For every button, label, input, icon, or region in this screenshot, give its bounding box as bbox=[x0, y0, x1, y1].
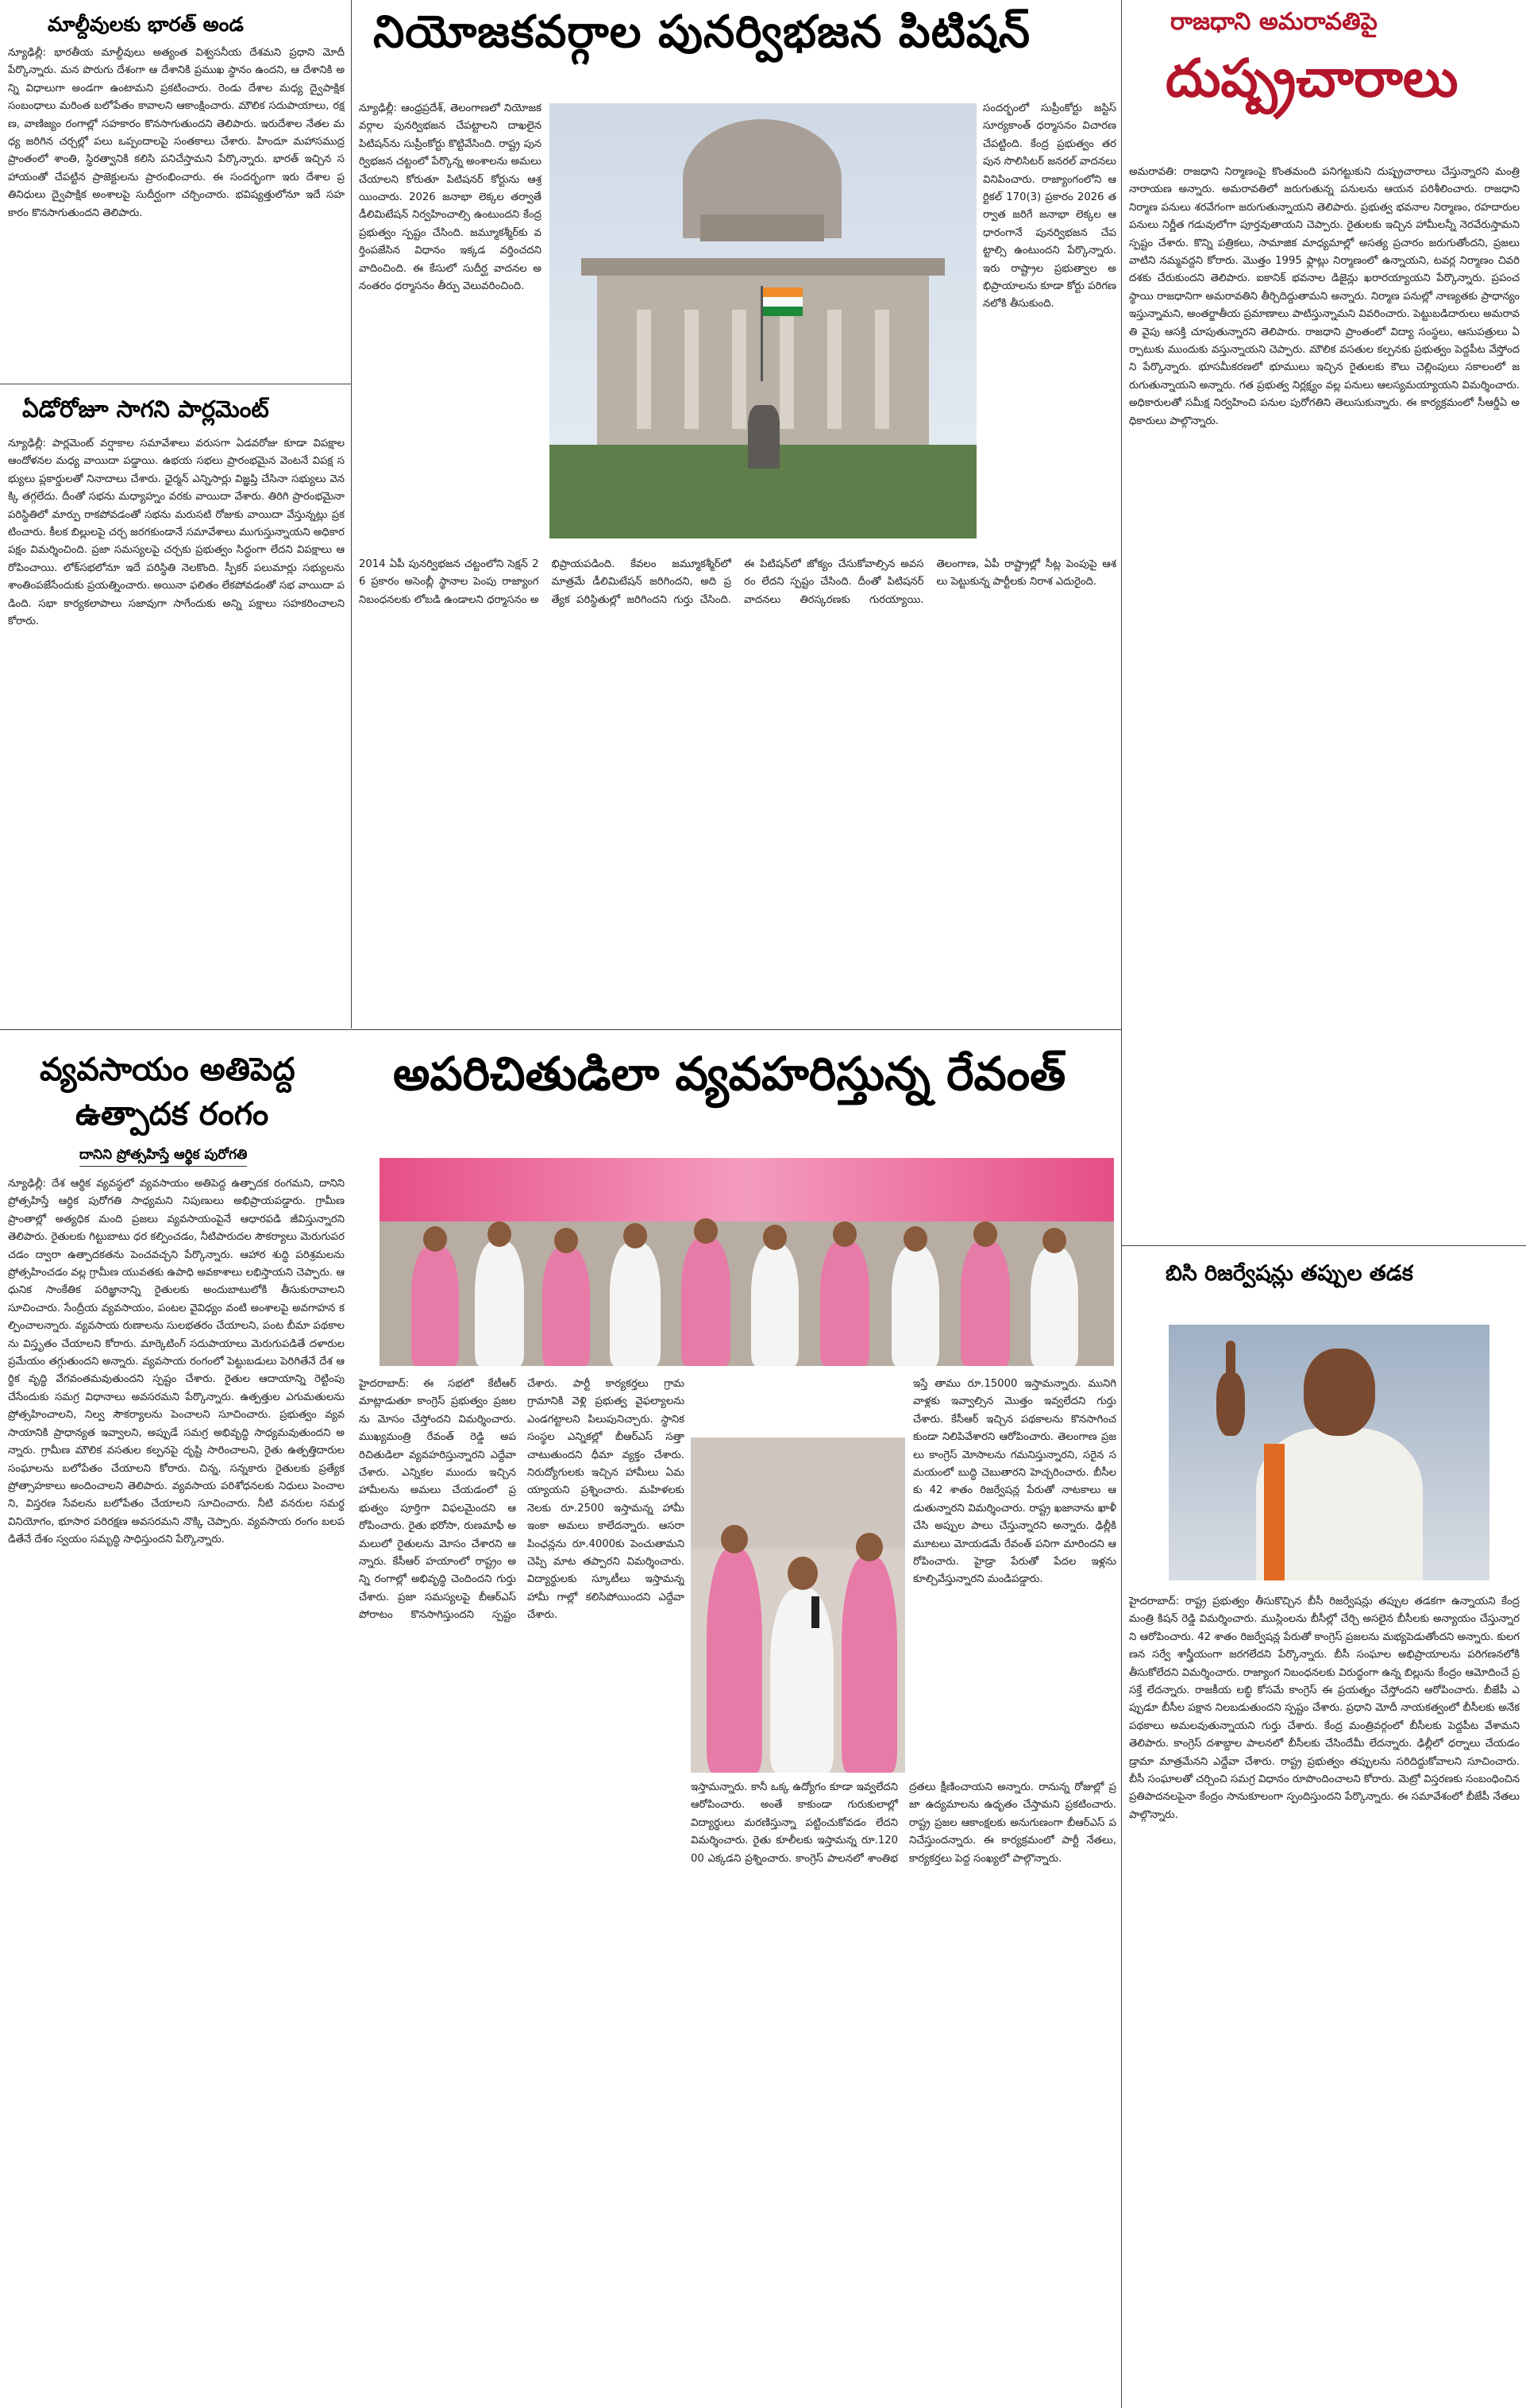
revanth-col1: హైదరాబాద్: ఈ సభలో కేటీఆర్ మాట్లాడుతూ కాంగ్రెస్ ప్రభుత్వం ప్రజలను మోసం చేస్తోందని విమర్శించారు. ముఖ్యమంత్రి రేవంత్ రెడ్డి అపరిచితుడిలా వ్యవహరిస్తున్నారని ఎద్దేవా చేశారు. ఎన్నికల ముందు ఇచ్చిన హామీలను అమలు చేయడంలో ప్రభుత్వం పూర్తిగా విఫలమైందని ఆరోపించారు. రైతు భరోసా, రుణమాఫీ అమలులో రైతులను మోసం చేశారని అన్నారు. కేసీఆర్ హయాంలో రాష్ట్రం అన్ని రంగాల్లో అభివృద్ధి చెందిందని గుర్తు చేశారు. ప్రజా సమస్యలపై బీఆర్ఎస్ పోరాటం కొనసాగిస్తుందని స్పష్టం చేశారు. పార్టీ కార్యకర్తలు గ్రామ గ్రామానికి వెళ్లి ప్రభుత్వ వైఫల్యాలను ఎండగట్టాలని పిలుపునిచ్చారు. స్థానిక సంస్థల ఎన్నికల్లో బీఆర్ఎస్ సత్తా చాటుతుందని ధీమా వ్యక్తం చేశారు. నిరుద్యోగులకు ఇచ్చిన హామీలు ఏమయ్యాయని ప్రశ్నించారు. మహిళలకు నెలకు రూ.2500 ఇస్తామన్న హామీ ఇంకా అమలు కాలేదన్నారు. ఆసరా పింఛన్లను రూ.4000కు పెంచుతామని చెప్పి మాట తప్పారని విమర్శించారు. విద్యార్థులకు స్కూటీలు ఇస్తామన్న హామీ గాల్లో కలిసిపోయిందని ఎద్దేవా చేశారు. bbox=[359, 1378, 684, 1622]
parliament-heading: ఏడోరోజూ సాగని పార్లమెంట్ bbox=[22, 396, 269, 423]
delimitation-col1: న్యూఢిల్లీ: ఆంధ్రప్రదేశ్, తెలంగాణలో నియోజకవర్గాల పునర్విభజన చేపట్టాలని దాఖలైన పిటిషన్‌ను సుప్రీంకోర్టు కొట్టివేసింది. రాష్ట్ర పునర్విభజన చట్టంలో పేర్కొన్న అంశాలను అమలు చేయాలని కోరుతూ పిటిషనర్ కోర్టును ఆశ్రయించారు. 2026 జనాభా లెక్కల తర్వాతే డీలిమిటేషన్ నిర్వహించాల్సి ఉంటుందని కేంద్ర ప్రభుత్వం స్పష్టం చేసింది. జమ్మూకశ్మీర్‌కు వర్తింపజేసిన విధానం ఇక్కడ వర్తించదని వాదించింది. ఈ కేసులో సుదీర్ఘ వాదనల అనంతరం ధర్మాసనం తీర్పు వెలువరించింది. bbox=[359, 102, 541, 293]
speech-photo bbox=[691, 1437, 905, 1773]
delimitation-col2: సందర్భంలో సుప్రీంకోర్టు జస్టిస్ సూర్యకాంత్ ధర్మాసనం విచారణ చేపట్టింది. కేంద్ర ప్రభుత్వం తరపున సొలిసిటర్ జనరల్ వాదనలు వినిపించారు. రాజ్యాంగంలోని ఆర్టికల్ 170(3) ప్రకారం 2026 తర్వాత జరిగే జనాభా లెక్కల ఆధారంగానే పునర్విభజన చేపట్టాల్సి ఉంటుందని పేర్కొన్నారు. ఇరు రాష్ట్రాల ప్రభుత్వాల అభిప్రాయాలను కూడా కోర్టు పరిగణనలోకి తీసుకుంది. bbox=[983, 102, 1116, 311]
bc-heading: బిసి రిజర్వేషన్లు తప్పుల తడక bbox=[1166, 1261, 1413, 1286]
revanth-headline: అపరిచితుడిలా వ్యవహరిస్తున్న రేవంత్ bbox=[393, 1047, 1066, 1101]
minister-photo bbox=[1169, 1325, 1489, 1580]
agriculture-heading-line1: వ్యవసాయం అతిపెద్ద bbox=[40, 1052, 295, 1088]
rally-photo bbox=[380, 1158, 1114, 1366]
column-divider bbox=[351, 0, 352, 1028]
section-divider bbox=[0, 1029, 351, 1030]
agriculture-subheading: దానిని ప్రోత్సహిస్తే ఆర్థిక పురోగతి bbox=[79, 1147, 247, 1167]
delimitation-headline: నియోజకవర్గాల పునర్విభజన పిటిషన్ bbox=[373, 6, 1031, 58]
section-divider bbox=[1121, 1245, 1526, 1246]
parliament-body: న్యూఢిల్లీ: పార్లమెంట్ వర్షాకాల సమావేశాలు వరుసగా ఏడవరోజు కూడా విపక్షాల ఆందోళనల మధ్య వాయిదా పడ్డాయి. ఉభయ సభలు ప్రారంభమైన వెంటనే విపక్ష సభ్యులు ప్లకార్డులతో నినాదాలు చేశారు. ఛైర్మన్ ఎన్నిసార్లు విజ్ఞప్తి చేసినా సభ్యులు వెనక్కి తగ్గలేదు. దీంతో సభను మధ్యాహ్నం వరకు వాయిదా వేశారు. తిరిగి ప్రారంభమైనా పరిస్థితిలో మార్పు రాకపోవడంతో సభను మరుసటి రోజుకు వాయిదా వేస్తున్నట్లు ప్రకటించారు. కీలక బిల్లులపై చర్చ జరగకుండానే సమావేశాలు ముగుస్తున్నాయని అధికార పక్షం విమర్శించింది. ప్రజా సమస్యలపై చర్చకు ప్రభుత్వం సిద్ధంగా లేదని విపక్షాలు ఆరోపించాయి. లోక్‌సభలోనూ ఇదే పరిస్థితి నెలకొంది. స్పీకర్ పలుమార్లు సభ్యులను శాంతింపజేసేందుకు ప్రయత్నించారు. అయినా ఫలితం లేకపోవడంతో సభ వాయిదా పడింది. సభా కార్యకలాపాలు సజావుగా సాగేందుకు అన్ని పక్షాలు సహకరించాలని కోరారు. bbox=[8, 438, 345, 628]
revanth-col3: ఇస్తామన్నారు. కానీ ఒక్క ఉద్యోగం కూడా ఇవ్వలేదని ఆరోపించారు. అంతే కాకుండా గురుకులాల్లో విద్యార్థులు మరణిస్తున్నా పట్టించుకోవడం లేదని విమర్శించారు. రైతు కూలీలకు ఇస్తామన్న రూ.12000 ఎక్కడని ప్రశ్నించారు. కాంగ్రెస్ పాలనలో శాంతిభద్రతలు క్షీణించాయని అన్నారు. రానున్న రోజుల్లో ప్రజా ఉద్యమాలను ఉధృతం చేస్తామని ప్రకటించారు. రాష్ట్ర ప్రజల ఆకాంక్షలకు అనుగుణంగా బీఆర్ఎస్ పనిచేస్తుందన్నారు. ఈ కార్యక్రమంలో పార్టీ నేతలు, కార్యకర్తలు పెద్ద సంఖ్యలో పాల్గొన్నారు. bbox=[691, 1781, 1116, 1865]
amaravati-kicker: రాజధాని అమరావతిపై bbox=[1170, 8, 1378, 36]
column-divider bbox=[1121, 0, 1122, 2408]
maldives-body: న్యూఢిల్లీ: భారతీయ మాల్దీవులు అత్యంత విశ్వసనీయ దేశమని ప్రధాని మోదీ పేర్కొన్నారు. మన పొరుగు దేశంగా ఆ దేశానికి ప్రముఖ స్థానం ఉందని, ఆ దేశానికి అన్ని విధాలుగా అండగా ఉంటామని ప్రకటించారు. రెండు దేశాల మధ్య ద్వైపాక్షిక సంబంధాలు మరింత బలోపేతం కావాలని ఆకాంక్షించారు. మౌలిక సదుపాయాలు, రక్షణ, వాణిజ్యం రంగాల్లో సహకారం కొనసాగుతుందని తెలిపారు. ఇరుదేశాల నేతల మధ్య జరిగిన చర్చల్లో పలు ఒప్పందాలపై సంతకాలు చేశారు. హిందూ మహాసముద్ర ప్రాంతంలో శాంతి, స్థిరత్వానికి కలిసి పనిచేస్తామని పేర్కొన్నారు. భారత్ ఇచ్చిన సహాయంతో చేపట్టిన ప్రాజెక్టులను ప్రారంభించారు. ఈ సందర్భంగా ఇరు దేశాల ప్రతినిధులు ద్వైపాక్షిక అంశాలపై సుదీర్ఘంగా చర్చించారు. భవిష్యత్తులోనూ ఇదే సహకారం కొనసాగుతుందని తెలిపారు. bbox=[8, 47, 345, 219]
revanth-col2: ఇస్తే తాము రూ.15000 ఇస్తామన్నారు. మునిగి వాళ్లకు ఇవ్వాల్సిన మొత్తం ఇవ్వలేదని గుర్తు చేశారు. కేసీఆర్ ఇచ్చిన పథకాలను కొనసాగించకుండా నిలిపివేశారని ఆరోపించారు. తెలంగాణ ప్రజలు కాంగ్రెస్ మోసాలను గమనిస్తున్నారని, సరైన సమయంలో బుద్ధి చెబుతారని హెచ్చరించారు. బీసీలకు 42 శాతం రిజర్వేషన్ల పేరుతో నాటకాలు ఆడుతున్నారని విమర్శించారు. రాష్ట్ర ఖజానాను ఖాళీ చేసి అప్పుల పాలు చేస్తున్నారని అన్నారు. ఢిల్లీకి మూటలు మోయడమే రేవంత్ పనిగా మారిందని ఆరోపించారు. హైడ్రా పేరుతో పేదల ఇళ్లను కూల్చివేస్తున్నారని మండిపడ్డారు. bbox=[913, 1378, 1116, 1586]
amaravati-headline: దుష్ప్రచారాలు bbox=[1166, 48, 1459, 109]
section-divider bbox=[351, 1029, 1121, 1030]
amaravati-body: అమరావతి: రాజధాని నిర్మాణంపై కొంతమంది పనిగట్టుకుని దుష్ప్రచారాలు చేస్తున్నారని మంత్రి నారాయణ అన్నారు. అమరావతిలో జరుగుతున్న పనులను ఆయన పరిశీలించారు. రాజధాని నిర్మాణ పనులు శరవేగంగా జరుగుతున్నాయని తెలిపారు. ప్రభుత్వ భవనాల నిర్మాణం, రహదారుల పనులు నిర్ణీత గడువులోగా పూర్తవుతాయని చెప్పారు. రైతులకు ఇచ్చిన హామీలన్నీ నెరవేరుస్తామని స్పష్టం చేశారు. కొన్ని పత్రికలు, సామాజిక మాధ్యమాల్లో అసత్య ప్రచారం జరుగుతోందని, ప్రజలు వాటిని నమ్మవద్దని కోరారు. మొత్తం 1995 ఫ్లాట్లు నిర్మాణంలో ఉన్నాయని, టవర్ల నిర్మాణం చివరి దశకు చేరుకుందని తెలిపారు. ఐకానిక్ భవనాల డిజైన్లు ఖరారయ్యాయని పేర్కొన్నారు. ప్రపంచ స్థాయి రాజధానిగా అమరావతిని తీర్చిదిద్దుతామని అన్నారు. నిర్మాణ పనుల్లో నాణ్యతకు ప్రాధాన్యం ఇస్తున్నామని, అంతర్జాతీయ ప్రమాణాలు పాటిస్తున్నామని వివరించారు. పెట్టుబడిదారులు అమరావతి వైపు ఆసక్తి చూపుతున్నారని తెలిపారు. రాజధాని ప్రాంతంలో విద్యా సంస్థలు, ఆసుపత్రులు ఏర్పాటుకు ముందుకు వస్తున్నాయని చెప్పారు. మౌలిక వసతుల కల్పనకు ప్రభుత్వం పెద్దపీట వేస్తోందని పేర్కొన్నారు. భూసమీకరణలో భూములు ఇచ్చిన రైతులకు కౌలు చెల్లింపులు సకాలంలో జరుగుతున్నాయని అన్నారు. గత ప్రభుత్వ నిర్లక్ష్యం వల్ల పనులు ఆలస్యమయ్యాయని విమర్శించారు. అధికారులతో సమీక్ష నిర్వహించి పనుల పురోగతిని తెలుసుకున్నారు. ఈ కార్యక్రమంలో సీఆర్డీఏ అధికారులు పాల్గొన్నారు. bbox=[1129, 166, 1520, 427]
bc-body: హైదరాబాద్: రాష్ట్ర ప్రభుత్వం తీసుకొచ్చిన బీసీ రిజర్వేషన్లు తప్పుల తడకగా ఉన్నాయని కేంద్ర మంత్రి కిషన్ రెడ్డి విమర్శించారు. ముస్లింలను బీసీల్లో చేర్చి అసలైన బీసీలకు అన్యాయం చేస్తున్నారని ఆరోపించారు. 42 శాతం రిజర్వేషన్ల పేరుతో కాంగ్రెస్ ప్రజలను మభ్యపెడుతోందని అన్నారు. కులగణన సర్వే శాస్త్రీయంగా జరగలేదని పేర్కొన్నారు. బీసీ సంఘాల అభిప్రాయాలను పరిగణనలోకి తీసుకోలేదని విమర్శించారు. రాజ్యాంగ నిబంధనలకు విరుద్ధంగా ఉన్న బిల్లును కేంద్రం ఆమోదించే ప్రసక్తే లేదన్నారు. రాజకీయ లబ్ధి కోసమే కాంగ్రెస్ ఈ ప్రయత్నం చేస్తోందని ఆరోపించారు. బీజేపీ ఎప్పుడూ బీసీల పక్షాన నిలబడుతుందని స్పష్టం చేశారు. ప్రధాని మోదీ నాయకత్వంలో బీసీలకు అనేక పథకాలు అమలవుతున్నాయని గుర్తు చేశారు. కేంద్ర మంత్రివర్గంలో బీసీలకు పెద్దపీట వేశామని తెలిపారు. కాంగ్రెస్ దశాబ్దాల పాలనలో బీసీలకు చేసిందేమీ లేదన్నారు. ఢిల్లీలో ధర్నాలు చేయడం డ్రామా మాత్రమేనని ఎద్దేవా చేశారు. రాష్ట్ర ప్రభుత్వం తప్పులను సరిదిద్దుకోవాలని సూచించారు. బీసీ సంఘాలతో చర్చించి సమగ్ర విధానం రూపొందించాలని కోరారు. మెట్రో విస్తరణకు సంబంధించిన ప్రతిపాదనలపైనా కేంద్రం సానుకూలంగా స్పందిస్తుందని పేర్కొన్నారు. ఈ సమావేశంలో బీజేపీ నేతలు పాల్గొన్నారు. bbox=[1129, 1596, 1520, 1821]
agriculture-heading-line2: ఉత్పాదక రంగం bbox=[75, 1096, 269, 1133]
supreme-court-photo bbox=[549, 103, 977, 538]
maldives-heading: మాల్దీవులకు భారత్ అండ bbox=[48, 13, 244, 36]
delimitation-col3: 2014 ఏపీ పునర్విభజన చట్టంలోని సెక్షన్ 26 ప్రకారం అసెంబ్లీ స్థానాల పెంపు రాజ్యాంగ నిబంధనలకు లోబడి ఉండాలని ధర్మాసనం అభిప్రాయపడింది. కేవలం జమ్మూకశ్మీర్‌లో మాత్రమే డీలిమిటేషన్ జరిగిందని, అది ప్రత్యేక పరిస్థితుల్లో జరిగిందని గుర్తు చేసింది. ఈ పిటిషన్‌లో జోక్యం చేసుకోవాల్సిన అవసరం లేదని స్పష్టం చేసింది. దీంతో పిటిషనర్ వాదనలు తిరస్కరణకు గురయ్యాయి. తెలంగాణ, ఏపీ రాష్ట్రాల్లో సీట్ల పెంపుపై ఆశలు పెట్టుకున్న పార్టీలకు నిరాశ ఎదురైంది. bbox=[359, 558, 1116, 606]
agriculture-body: న్యూఢిల్లీ: దేశ ఆర్థిక వ్యవస్థలో వ్యవసాయం అతిపెద్ద ఉత్పాదక రంగమని, దానిని ప్రోత్సహిస్తే ఆర్థిక పురోగతి సాధ్యమని నిపుణులు అభిప్రాయపడ్డారు. గ్రామీణ ప్రాంతాల్లో అత్యధిక మంది ప్రజలు వ్యవసాయంపైనే ఆధారపడి జీవిస్తున్నారని తెలిపారు. రైతులకు గిట్టుబాటు ధర కల్పించడం, నీటిపారుదల సౌకర్యాలు మెరుగుపరచడం ద్వారా ఉత్పాదకతను పెంచవచ్చని పేర్కొన్నారు. ఆహార శుద్ధి పరిశ్రమలను ప్రోత్సహించడం వల్ల గ్రామీణ యువతకు ఉపాధి అవకాశాలు లభిస్తాయని చెప్పారు. ఆధునిక సాంకేతిక పరిజ్ఞానాన్ని రైతులకు అందుబాటులోకి తీసుకురావాలని సూచించారు. సేంద్రీయ వ్యవసాయం, పంటల వైవిధ్యం వంటి అంశాలపై అవగాహన కల్పించాలన్నారు. వ్యవసాయ రుణాలను సులభతరం చేయాలని, పంట బీమా పథకాలను విస్తృతం చేయాలని కోరారు. మార్కెటింగ్ సదుపాయాలు మెరుగుపడితే దళారుల ప్రమేయం తగ్గుతుందని అన్నారు. వ్యవసాయ రంగంలో పెట్టుబడులు పెరిగితేనే దేశ ఆర్థిక వృద్ధి వేగవంతమవుతుందని స్పష్టం చేశారు. రైతుల ఆదాయాన్ని రెట్టింపు చేసేందుకు సమగ్ర విధానాలు అవసరమని పేర్కొన్నారు. ఉత్పత్తుల ఎగుమతులను ప్రోత్సహించాలని, నిల్వ సౌకర్యాలను పెంచాలని సూచించారు. ప్రభుత్వం వ్యవసాయానికి ప్రాధాన్యత ఇవ్వాలని, అప్పుడే సమగ్ర అభివృద్ధి సాధ్యమవుతుందని అన్నారు. గ్రామీణ మౌలిక వసతుల కల్పనపై దృష్టి సారించాలని, రైతు ఉత్పత్తిదారుల సంఘాలను బలోపేతం చేయాలని కోరారు. చిన్న, సన్నకారు రైతులకు ప్రత్యేక ప్రోత్సాహకాలు అందించాలని తెలిపారు. వ్యవసాయ పరిశోధనలకు నిధులు పెంచాలని, విస్తరణ సేవలను బలోపేతం చేయాలని సూచించారు. నీటి వనరుల సమర్థ వినియోగం, భూసార పరిరక్షణ అవసరమని నొక్కి చెప్పారు. వ్యవసాయ రంగం బలపడితేనే దేశం స్వయం సమృద్ధి సాధిస్తుందని పేర్కొన్నారు. bbox=[8, 1178, 345, 1546]
